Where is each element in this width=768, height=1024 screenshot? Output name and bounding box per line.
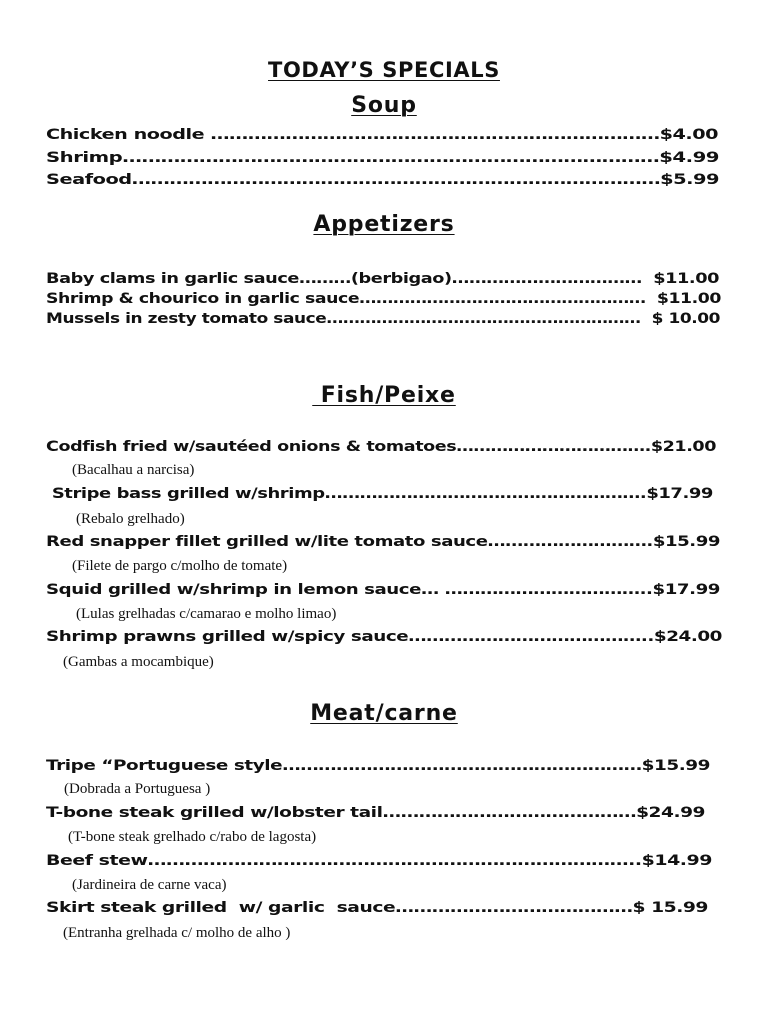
fish-heading: Fish/Peixe [312, 383, 456, 408]
appetizer-item-baby-clams: Baby clams in garlic sauce………(berbigao)…………………………… $11.00 [46, 271, 719, 287]
meat-item-skirt-steak-translation: (Entranha grelhada c/ molho de alho ) [63, 925, 291, 941]
meat-item-tripe-translation: (Dobrada a Portuguesa ) [64, 781, 211, 797]
meat-item-tripe: Tripe “Portuguese style……………………………………………………$15.99 [46, 758, 710, 774]
fish-item-red-snapper: Red snapper fillet grilled w/lite tomato sauce……………………….$15.99 [46, 534, 721, 550]
meat-heading: Meat/carne [310, 701, 458, 726]
soup-item-seafood: Seafood…………………………………………………………………………$5.99 [46, 172, 719, 188]
fish-item-codfish-translation: (Bacalhau a narcisa) [72, 462, 195, 478]
appetizers-heading: Appetizers [313, 212, 455, 237]
meat-item-beef-stew-translation: (Jardineira de carne vaca) [72, 877, 227, 893]
page-title: TODAY’S SPECIALS [268, 58, 500, 82]
fish-item-stripe-bass-translation: (Rebalo grelhado) [76, 511, 185, 527]
fish-item-stripe-bass: Stripe bass grilled w/shrimp……………………………………………….$17.99 [46, 486, 713, 502]
meat-item-t-bone-steak-translation: (T-bone steak grelhado c/rabo de lagosta) [68, 829, 317, 845]
fish-item-squid-translation: (Lulas grelhadas c/camarao e molho limao) [76, 606, 337, 622]
fish-item-shrimp-prawns: Shrimp prawns grilled w/spicy sauce…………………………………..$24.00 [46, 629, 722, 645]
fish-item-shrimp-prawns-translation: (Gambas a mocambique) [63, 654, 214, 670]
meat-item-t-bone-steak: T-bone steak grilled w/lobster tail……………………………………$24.99 [46, 805, 705, 821]
fish-item-codfish: Codfish fried w/sautéed onions & tomatoes…………………………….$21.00 [46, 439, 716, 455]
fish-item-red-snapper-translation: (Filete de pargo c/molho de tomate) [72, 558, 288, 574]
appetizer-item-mussels: Mussels in zesty tomato sauce………………………………………………… $ 10.00 [46, 311, 720, 327]
appetizer-item-shrimp-chourico: Shrimp & chourico in garlic sauce…………………………………………… $11.00 [46, 291, 721, 307]
soup-item-shrimp: Shrimp…………………………………………………………………………$4.99 [46, 150, 719, 166]
meat-item-beef-stew: Beef stew……………………………………………………………………..$14.99 [46, 853, 712, 869]
fish-item-squid: Squid grilled w/shrimp in lemon sauce… ……………………………..$17.99 [46, 582, 720, 598]
soup-heading: Soup [351, 93, 417, 118]
soup-item-chicken-noodle: Chicken noodle ………………………………………………………………$4.00 [46, 127, 718, 143]
meat-item-skirt-steak: Skirt steak grilled w/ garlic sauce…………………………………$ 15.99 [46, 900, 708, 916]
